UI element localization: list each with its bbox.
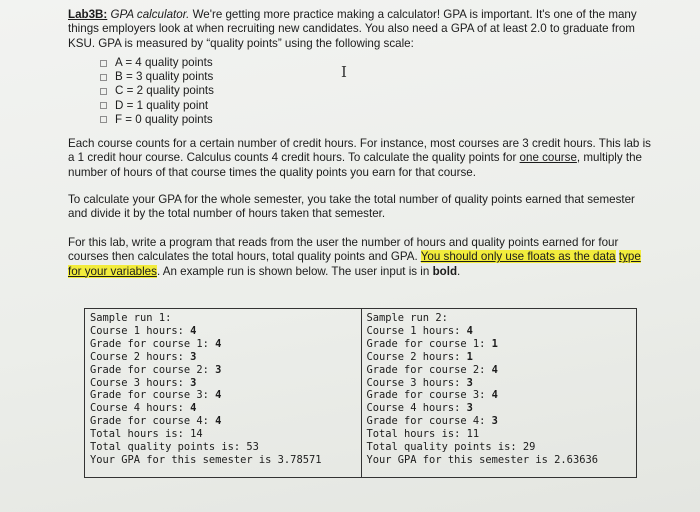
io-line: Course 1 hours: 4 xyxy=(90,324,197,337)
io-line: Course 4 hours: 3 xyxy=(366,402,473,415)
io-line: Grade for course 2: 3 xyxy=(90,363,222,376)
checkbox-bullet-icon xyxy=(100,102,107,109)
sample-run-heading: Sample run 2: xyxy=(366,312,448,324)
checkbox-bullet-icon xyxy=(100,88,107,95)
scale-item-f: F = 0 quality points xyxy=(100,113,214,127)
checkbox-bullet-icon xyxy=(100,60,107,67)
intro-text: We're getting more practice making a calculator! GPA is important. It's one of the many things employers look at when recruiting new candidates. You also need a GPA of at least 2.0 to graduate from KSU. GPA is measured by “quality points” using the following scale: xyxy=(68,8,637,50)
gpa-line: Your GPA for this semester is 3.78571 xyxy=(90,453,322,466)
floats-highlight-1: You should only use floats as the data xyxy=(420,250,616,264)
floats-highlight-2: type for your variables xyxy=(68,250,641,278)
io-line: Course 1 hours: 4 xyxy=(366,324,473,337)
io-line: Grade for course 1: 1 xyxy=(366,337,498,350)
io-line: Grade for course 2: 4 xyxy=(366,363,498,376)
lab-subtitle: GPA calculator. xyxy=(107,8,190,21)
scale-item-c: C = 2 quality points xyxy=(100,84,214,98)
text-cursor-icon: I xyxy=(341,63,347,81)
lab-title: Lab3B: xyxy=(68,8,108,21)
lab-instructions-paragraph: For this lab, write a program that reads from the user the number of hours and quality points earned for four courses then calculates the total hours, total quality points and GPA. You should only use floats as the data type for your variables. An example run is shown below. The user input is in bold. xyxy=(68,236,641,278)
credit-hours-paragraph: Each course counts for a certain number of credit hours. For instance, most courses are 3 credit hours. This lab is a 1 credit hour course. Calculus counts 4 credit hours. To calculate the quality points for one course, multiply the number of hours of that course times the quality points you earn for that course. xyxy=(68,137,651,179)
intro-paragraph xyxy=(68,8,654,51)
io-line: Grade for course 1: 4 xyxy=(90,337,222,350)
io-line: Course 2 hours: 1 xyxy=(366,350,473,363)
one-course-text: one course xyxy=(519,151,577,165)
scale-item-a: A = 4 quality points xyxy=(100,56,214,70)
io-line: Course 2 hours: 3 xyxy=(90,350,197,363)
io-line: Course 3 hours: 3 xyxy=(366,376,473,389)
total-points-line: Total quality points is: 29 xyxy=(366,441,536,454)
total-hours-line: Total hours is: 11 xyxy=(366,428,480,441)
io-line: Course 3 hours: 3 xyxy=(90,376,197,389)
scale-item-d: D = 1 quality point xyxy=(100,99,214,113)
sample-run-heading: Sample run 1: xyxy=(90,312,172,324)
total-hours-line: Total hours is: 14 xyxy=(90,428,203,441)
gpa-semester-paragraph: To calculate your GPA for the whole semester, you take the total number of quality points earned that semester and divide it by the total number of hours taken that semester. xyxy=(68,193,635,221)
total-points-line: Total quality points is: 53 xyxy=(90,441,259,454)
io-line: Grade for course 4: 4 xyxy=(90,415,222,428)
sample-run-1 xyxy=(85,309,361,477)
io-line: Grade for course 4: 3 xyxy=(366,415,498,428)
bold-word: bold xyxy=(432,264,458,278)
checkbox-bullet-icon xyxy=(100,74,107,81)
grade-scale-list xyxy=(100,56,214,127)
gpa-line: Your GPA for this semester is 2.63636 xyxy=(366,453,598,466)
io-line: Grade for course 3: 4 xyxy=(366,389,498,402)
io-line: Grade for course 3: 4 xyxy=(90,389,222,402)
scale-item-b: B = 3 quality points xyxy=(100,70,214,84)
sample-runs-table xyxy=(84,308,637,478)
checkbox-bullet-icon xyxy=(100,116,107,123)
sample-run-2 xyxy=(361,309,637,477)
io-line: Course 4 hours: 4 xyxy=(90,402,197,415)
